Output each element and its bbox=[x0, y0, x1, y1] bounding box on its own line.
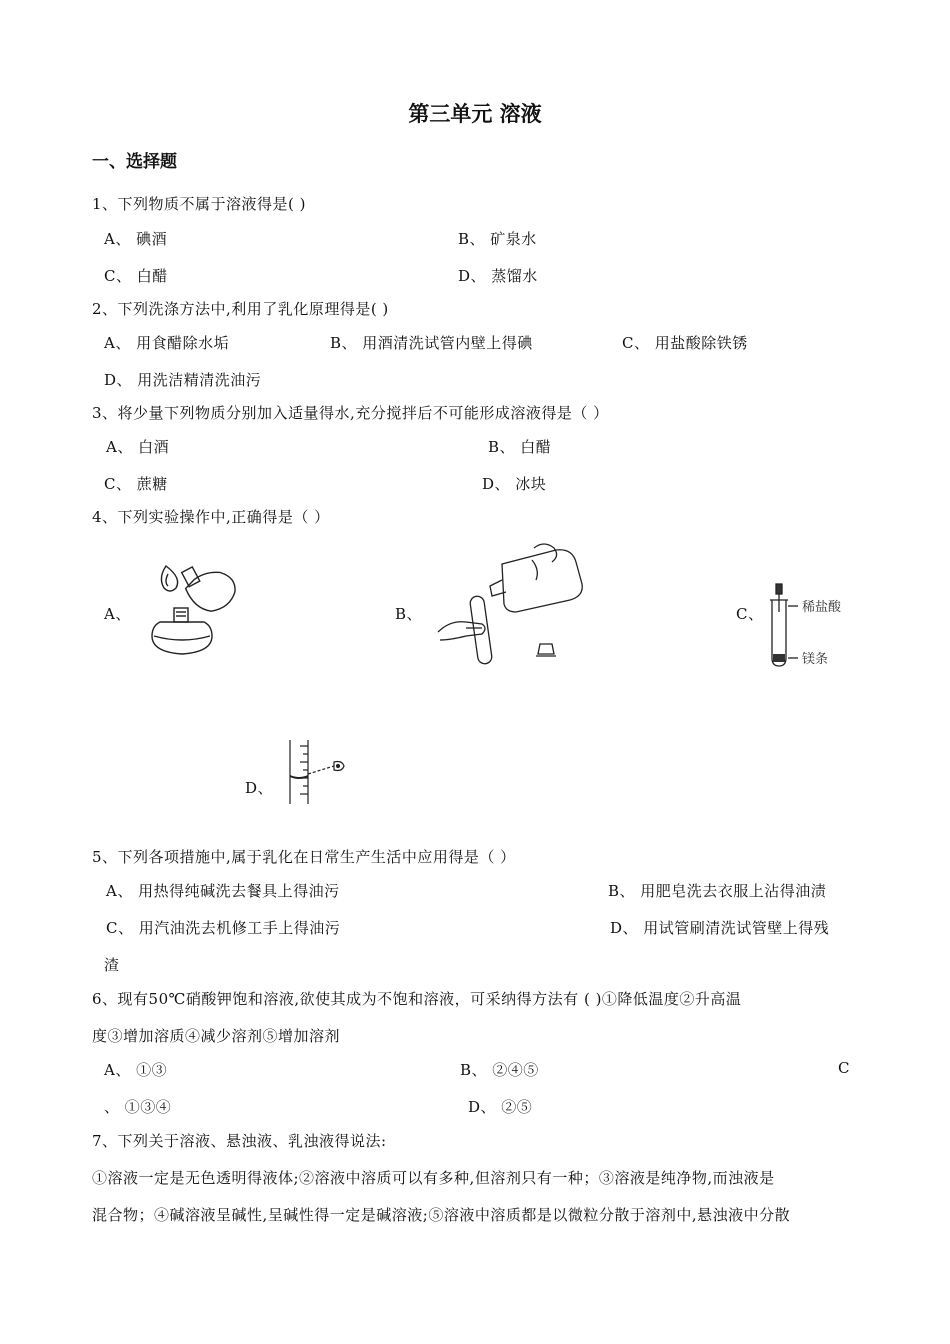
question-1-option-c: C、 白醋 bbox=[104, 267, 168, 285]
question-7-line-2: 混合物；④碱溶液呈碱性,呈碱性得一定是碱溶液;⑤溶液中溶质都是以微粒分散于溶剂中,悬浊液中分散 bbox=[92, 1206, 791, 1224]
page-title: 第三单元 溶液 bbox=[408, 102, 542, 126]
question-5-stem: 5、下列各项措施中,属于乳化在日常生产生活中应用得是（ ） bbox=[92, 848, 516, 866]
question-2-option-b: B、 用酒清洗试管内壁上得碘 bbox=[330, 334, 533, 352]
question-3-option-d: D、 冰块 bbox=[482, 475, 547, 493]
question-1-option-d: D、 蒸馏水 bbox=[458, 267, 538, 285]
question-6-stem-line-2: 度③增加溶质④减少溶剂⑤增加溶剂 bbox=[92, 1027, 341, 1045]
question-2-stem: 2、下列洗涤方法中,利用了乳化原理得是( ) bbox=[92, 300, 389, 318]
figure-graduated-cylinder bbox=[282, 738, 352, 806]
question-4-option-a: A、 bbox=[104, 605, 131, 623]
question-5-option-d-continued: 渣 bbox=[104, 956, 120, 974]
question-4-stem: 4、下列实验操作中,正确得是（ ） bbox=[92, 508, 330, 526]
question-7-stem: 7、下列关于溶液、悬浊液、乳浊液得说法: bbox=[92, 1132, 387, 1150]
question-1-stem: 1、下列物质不属于溶液得是( ) bbox=[92, 195, 307, 213]
question-2-option-c: C、 用盐酸除铁锈 bbox=[622, 334, 748, 352]
question-7-line-1: ①溶液一定是无色透明得液体;②溶液中溶质可以有多种,但溶剂只有一种；③溶液是纯净物,而浊液是 bbox=[92, 1169, 775, 1187]
question-5-option-c: C、 用汽油洗去机修工手上得油污 bbox=[106, 919, 341, 937]
figure-pouring-liquid bbox=[436, 540, 586, 668]
section-heading: 一、选择题 bbox=[92, 152, 177, 172]
question-6-option-c: 、 ①③④ bbox=[104, 1098, 172, 1116]
question-4-option-c: C、 bbox=[736, 605, 764, 623]
label-magnesium-strip: 镁条 bbox=[802, 652, 829, 667]
figure-alcohol-lamps bbox=[138, 560, 248, 660]
question-3-option-b: B、 白醋 bbox=[488, 438, 552, 456]
question-6-stem-line-1: 6、现有50℃硝酸钾饱和溶液,欲使其成为不饱和溶液，可采纳得方法有 ( )①降低温度②升高温 bbox=[92, 990, 742, 1008]
question-2-option-d: D、 用洗洁精清洗油污 bbox=[104, 371, 262, 389]
question-1-option-b: B、 矿泉水 bbox=[458, 230, 537, 248]
question-3-stem: 3、将少量下列物质分别加入适量得水,充分搅拌后不可能形成溶液得是（ ） bbox=[92, 404, 609, 422]
question-6-option-b: B、 ②④⑤ bbox=[460, 1061, 539, 1079]
question-6-option-a: A、 ①③ bbox=[104, 1061, 168, 1079]
label-dilute-hcl: 稀盐酸 bbox=[802, 600, 842, 615]
question-5-option-d: D、 用试管刷清洗试管壁上得残 bbox=[610, 919, 830, 937]
question-4-option-b: B、 bbox=[395, 605, 423, 623]
figure-test-tube-magnesium bbox=[770, 582, 870, 672]
question-1-option-a: A、 碘酒 bbox=[104, 230, 168, 248]
question-4-option-d: D、 bbox=[245, 779, 274, 797]
question-6-option-d: D、 ②⑤ bbox=[468, 1098, 533, 1116]
question-2-option-a: A、 用食醋除水垢 bbox=[104, 334, 230, 352]
question-6-option-c-letter: C bbox=[838, 1059, 850, 1077]
question-3-option-a: A、 白酒 bbox=[106, 438, 170, 456]
question-5-option-b: B、 用肥皂洗去衣服上沾得油渍 bbox=[608, 882, 827, 900]
question-5-option-a: A、 用热得纯碱洗去餐具上得油污 bbox=[106, 882, 340, 900]
question-3-option-c: C、 蔗糖 bbox=[104, 475, 168, 493]
